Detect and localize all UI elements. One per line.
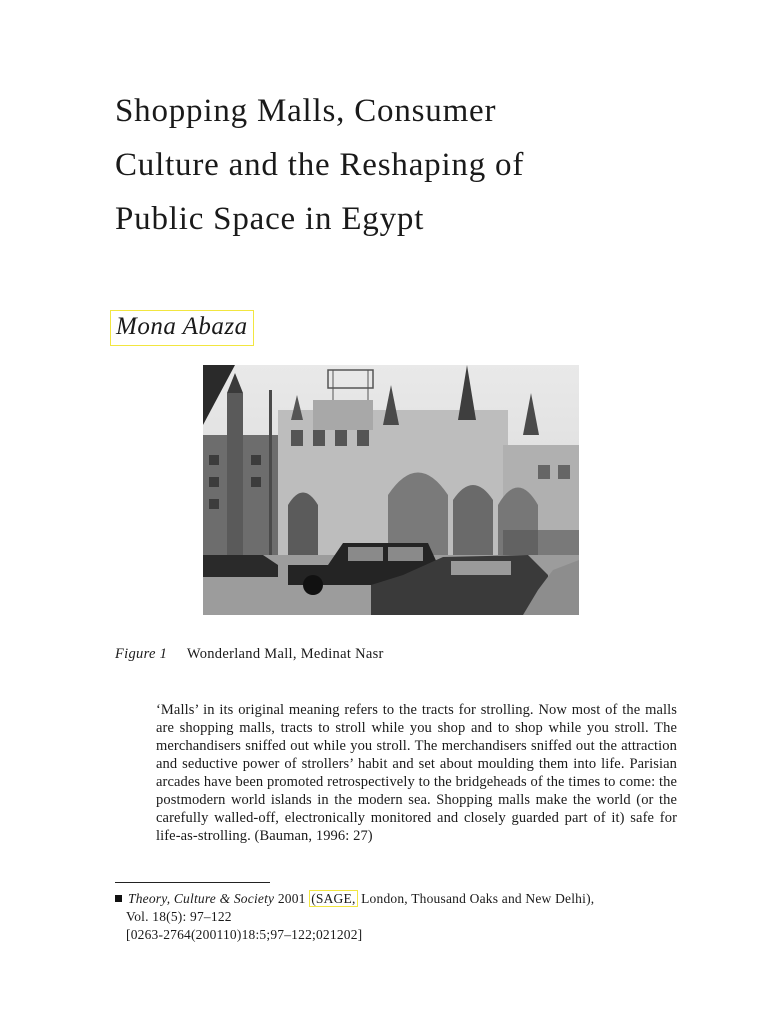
footnote — [115, 890, 715, 944]
journal-volume: Vol. 18(5): 97–122 — [126, 909, 232, 924]
article-code: [0263-2764(200110)18:5;97–122;021202] — [126, 927, 363, 942]
journal-year: 2001 — [277, 891, 306, 906]
bullet-icon — [115, 895, 122, 902]
title-line: Public Space in Egypt — [115, 201, 425, 237]
figure-label: Figure 1 — [115, 646, 168, 662]
publisher-link[interactable]: (SAGE, — [311, 891, 356, 906]
footnote-rule — [115, 882, 270, 883]
footnote-line-1 — [115, 890, 715, 908]
mall-photo — [203, 365, 579, 615]
title-line: Culture and the Reshaping of — [115, 147, 525, 183]
author-name[interactable]: Mona Abaza — [110, 310, 254, 346]
figure-caption-text: Wonderland Mall, Medinat Nasr — [186, 646, 384, 662]
journal-name: Theory, Culture & Society — [128, 891, 275, 906]
epigraph-quote: ‘Malls’ in its original meaning refers to the tracts for strolling. Now most of the malls are shopping malls, tracts to stroll while you shop and to shop while you stroll. The merchandisers sniffed out while you stroll. The merchandisers sniffed out the attraction and seductive power of strollers’ habit and set about moulding them into life. Parisian arcades have been promoted retrospectively to the bridgeheads of the times to come: the postmodern world islands in the modern sea. Shopping malls make the world (or the carefully walled-off, electronically monitored and closely guarded part of it) safe for life-as-strolling. (Bauman, 1996: 27) — [156, 702, 677, 844]
publisher-location: London, Thousand Oaks and New Delhi), — [361, 891, 595, 906]
article-title — [115, 84, 675, 246]
figure-caption — [115, 646, 384, 663]
title-line: Shopping Malls, Consumer — [115, 93, 497, 129]
